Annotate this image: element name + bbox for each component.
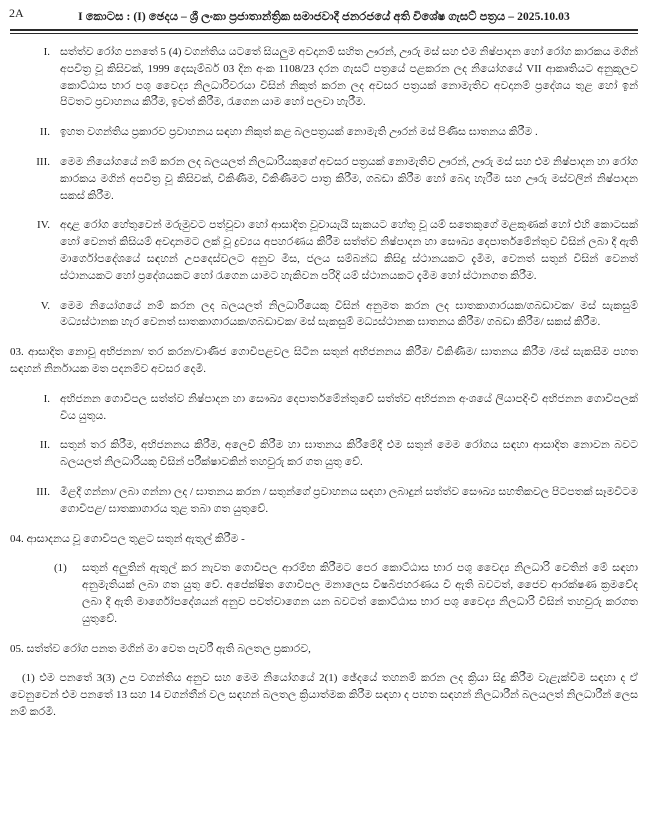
prohibited-acts-list [10, 44, 638, 331]
sub-item-marker: (1) [54, 562, 67, 575]
header-divider-rule [10, 29, 638, 34]
list-item-text: අභිජනන ගොවිපල සත්ත්ව නිෂ්පාදන හා සෞඛ්‍ය දෙපාර්තමේන්තුවේ සත්ත්ව අභිජනන අංශයේ ලියාපදිංචි අභිජනන ගොවිපලක් විය යුතුය. [60, 392, 638, 422]
list-item-marker: I. [43, 46, 50, 58]
list-item-marker: II. [39, 126, 50, 139]
gazette-header-title: I කොටස : (I) ඡෙදය – ශ්‍රී ලංකා ප්‍රජාතාන්ත්‍රික සමාජවාදී ජනරජයේ අති විශේෂ ගැසට් පත්‍රය – 2025.10.03 [78, 11, 570, 23]
page-number: 2A [9, 6, 24, 20]
paragraph-03: 03. ආසාදිත නොවූ අභිජනන/ තර කරන/වාණිජ ගොවිපළවල සිටින සතුන් අභිජනනය කිරීම/ විකිණීම/ ඝාතනය කිරීම /මස් සැකසීම පහත සඳහන් නිර්නායක මත පදනම්ව අවසර දෙමි. [10, 346, 638, 375]
list-item-text: සත්ත්ව රෝග පනතේ 5 (4) වගන්තිය යටතේ සියලුම අවදානම් සහිත ඌරන්, ඌරු මස් සහ එම නිෂ්පාදන හෝ රෝග කාරකය මගින් අපවිත්‍ර වූ කිසිවක්, 1999 දෙසැම්බර් 03 දින අංක 1108/23 දරන ගැසට් පත්‍රයේ පළකරන ලද නියෝගයේ VII ආකෘතියට අනුකූලව කොට්ඨාස භාර පශු වෛද්‍ය නිලධාරිවරයා විසින් නිකුත් කරන ලද අවසර පත්‍රයක් නොමැතිව අවදානම් ප්‍රදේශය තුළ හෝ ඉන් පිටතට ප්‍රවාහනය කිරීම, ඉවත් කිරීම, රැගෙන යාම හෝ පලවා හැරීම. [60, 46, 638, 109]
paragraph-04-subitem-1 [54, 560, 638, 627]
list-item-text: මෙම නියෝගයේ නම් කරන ලද බලයලත් නිලධාරියකුගේ අවසර පත්‍රයක් නොමැතිව ඌරන්, ඌරු මස් සහ එම නිෂ්පාදන හා රෝග කාරකය මගින් අපවිත්‍ර වූ කිසිවක්, විකිණීම, විකිණීමට පාත්‍ර කිරීම, ගබඩා කිරීම හෝ බෙදා හැරීම සහ ඌරු මස්වලින් නිෂ්පාදන සකස් කිරීම. [60, 155, 638, 202]
paragraph-05: 05. සත්ත්ව රෝග පනත මගින් මා වෙත පැවරී ඇති බලතල ප්‍රකාරව, [10, 642, 311, 655]
list-item-text: සතුන් තර කිරීම, අභිජනනය කිරීම, අලෙවි කිරීම හා ඝාතනය කිරීමේදී එම සතුන් මෙම රෝගය සඳහා ආසාදිත නොවන බවට බලයලත් නිලධාරියකු විසින් පරීක්ෂාවකින් තහවුරු කර ගත යුතු වේ. [60, 439, 638, 469]
list-item-marker: III. [36, 155, 50, 168]
list-item [10, 391, 638, 425]
list-item [10, 437, 638, 471]
list-item [10, 484, 638, 518]
criteria-list [10, 391, 638, 518]
paragraph-05-subitem-1: (1) එම පනතේ 3(3) උප වගන්තිය අනුව සහ මෙම නියෝගයේ 2(1) ඡේදයේ තහනම් කරන ලද ක්‍රියා සිදු කිරීම වැළැක්වීම සඳහා ද ඒ වෙනුවෙන් එම පනතේ 13 සහ 14 වගන්තීන් වල සඳහන් බලතල ක්‍රියාත්මක කිරීම සඳහා ද පහත සඳහන් නිලධාරීන් බලයලත් නිලධාරීන් ලෙස නම් කරමි. [10, 672, 638, 718]
list-item [10, 298, 638, 332]
list-item-text: මිළදී ගන්නා/ ලබා ගන්නා ලද / ඝාතනය කරන / සතුන්ගේ ප්‍රවාහනය සඳහා ලබාදුන් සත්ත්ව සෞඛ්‍ය සහතිකවල පිටපතක් සෑමවිටම ගොවිපළ/ ඝාතකාගාරය තුළ තබා ගත යුතුවේ. [60, 485, 638, 515]
sub-item-text: සතුන් අලුතින් ඇතුල් කර නැවත ගොවිපල ආරම්භ කිරීමට පෙර කොට්ඨාස භාර පශු වෛද්‍ය නිලධාරි වෙතින් මේ සඳහා අනුමැතියක් ලබා ගත යුතු වේ. අපේක්ෂිත ගොවිපල මනාලෙස විෂබීජහරණය වී ඇති බවටත්, ජෛව ආරක්ෂණ ක්‍රමවේද ලබා දී ඇති මාර්ගෝපදේශයන් අනුව පවත්වාගෙන යන බවටත් කොට්ඨාස භාර පශු වෛද්‍ය නිලධාරි විසින් තහවුරු කරගත යුතුවේ. [82, 562, 638, 625]
list-item-text: අදාළ රෝග හේතුවෙන් මරුමුවට පත්වූවා හෝ ආසාදිත වූවායැයි සැකයට හේතු වූ යම් සතෙකුගේ මළකුණක් හෝ එහි කොටසක් හෝ වෙනත් කිසියම් අවදානමට ලක් වූ ද්‍රව්‍යය අපහරණය කිරීම සත්ත්ව නිෂ්පාදන හා සෞඛ්‍ය දෙපාර්තමේන්තුව විසින් ලබා දී ඇති මාර්ගෝපදේශයේ සඳහන් උපදෙස්වලට අනුව මිස, ජලය සම්බන්ධ කිසිදු ස්ථානයකට දැමීම, වෙනත් සතුන් විසින් වෙනත් ස්ථානයකට හෝ ප්‍රදේශයකට හෝ රැගෙන යාමට හැකිවන පරිදි යම් ස්ථානයකට දැමීම හෝ ස්ථානගත කිරීම. [60, 219, 638, 282]
list-item-marker: I. [43, 392, 50, 405]
list-item [10, 44, 638, 111]
list-item-marker: V. [40, 299, 50, 312]
list-item-text: මෙම නියෝගයේ නම් කරන ලද බලයලත් නිලධාරියෙකු විසින් අනුමත කරන ලද ඝාතකාගාරයක/ගබඩාවක/ මස් සැකසුම් මධ්‍යස්ථානක හැර වෙනත් ඝාතකාගාරයක/ගබඩාවක/ මස් සැකසුම් මධ්‍යස්ථානක ඝාතනය කිරීම/ ගබඩා කිරීම/ සකස් කිරීම. [60, 299, 638, 329]
list-item [10, 154, 638, 204]
list-item-marker: IV. [37, 219, 50, 232]
list-item-text: ඉහත වගන්තිය ප්‍රකාරව ප්‍රවාහනය සඳහා නිකුත් කළ බලපත්‍රයක් නොමැති ඌරන් මස් පිණිස ඝාතනය කිරීම . [60, 126, 538, 139]
list-item [10, 124, 638, 141]
list-item-marker: II. [39, 439, 50, 452]
list-item-marker: III. [36, 485, 50, 498]
list-item [10, 217, 638, 284]
paragraph-04: 04. ආසාදනය වූ ගොවිපල තුළට සතුන් ඇතුල් කිරීම - [10, 532, 245, 545]
